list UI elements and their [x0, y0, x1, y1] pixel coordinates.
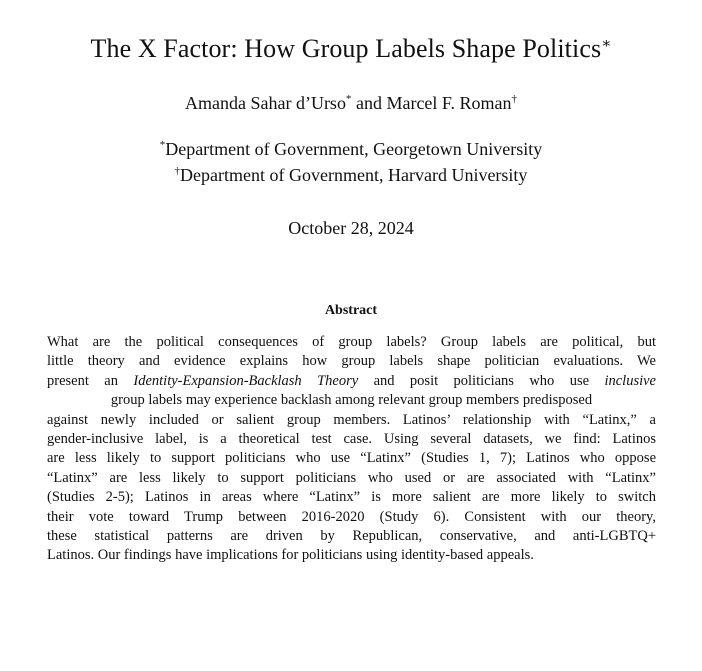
- publication-date: October 28, 2024: [288, 218, 414, 238]
- abstract-line: What are the political consequences of group labels? Group labels are political, but: [47, 334, 656, 350]
- abstract-line: against newly included or salient group members. Latinos’ relationship with “Latinx,” a: [47, 411, 656, 428]
- abstract-line: “Latinx” are less likely to support politicians who used or are associated with “Latinx”: [47, 469, 656, 486]
- affiliation: [0, 136, 702, 162]
- abstract-line: little theory and evidence explains how group labels shape politician evaluations. We: [47, 353, 656, 370]
- abstract-line: gender-inclusive label, is a theoretical test case. Using several datasets, we find: Latinos: [47, 431, 656, 448]
- author-list: [0, 93, 702, 114]
- abstract-line: are less likely to support politicians who use “Latinx” (Studies 1, 7); Latinos who oppose: [47, 450, 656, 467]
- abstract-line: their vote toward Trump between 2016-2020 (Study 6). Consistent with our theory,: [47, 508, 656, 525]
- author-name: Marcel F. Roman: [386, 93, 512, 113]
- affiliation-mark: †: [174, 165, 181, 177]
- affiliation-list: [0, 136, 702, 188]
- abstract-emphasis: Identity-Expansion-Backlash Theory: [133, 372, 359, 389]
- abstract-text: and posit politicians who use: [358, 372, 605, 389]
- affiliation-text: Department of Government, Georgetown University: [165, 139, 543, 159]
- abstract-line: these statistical patterns are driven by Republican, conservative, and anti-LGBTQ+: [47, 528, 656, 545]
- author-name: Amanda Sahar d’Urso: [184, 93, 346, 113]
- abstract-line: [47, 372, 656, 391]
- abstract-body: [47, 333, 656, 566]
- abstract-line: Latinos. Our findings have implications for politicians using identity-based appeals.: [47, 547, 534, 564]
- author-connector: and: [351, 93, 387, 113]
- title-footnote-mark: ∗: [601, 36, 612, 52]
- affiliation-text: Department of Government, Harvard University: [180, 165, 528, 185]
- author-affiliation-mark: *: [345, 93, 352, 105]
- abstract-emphasis: inclusive: [604, 372, 656, 389]
- abstract-heading: Abstract: [324, 303, 378, 318]
- affiliation: [0, 162, 702, 188]
- affiliation-mark: *: [159, 139, 166, 151]
- paper-title-text: The X Factor: How Group Labels Shape Politics: [90, 34, 602, 63]
- abstract-line: (Studies 2-5); Latinos in areas where “Latinx” is more salient are more likely to switch: [47, 489, 656, 506]
- author-affiliation-mark: †: [511, 93, 517, 105]
- abstract-text: present an: [47, 372, 134, 389]
- abstract-line: group labels may experience backlash among relevant group members predisposed: [110, 392, 593, 409]
- paper-title: [0, 34, 702, 64]
